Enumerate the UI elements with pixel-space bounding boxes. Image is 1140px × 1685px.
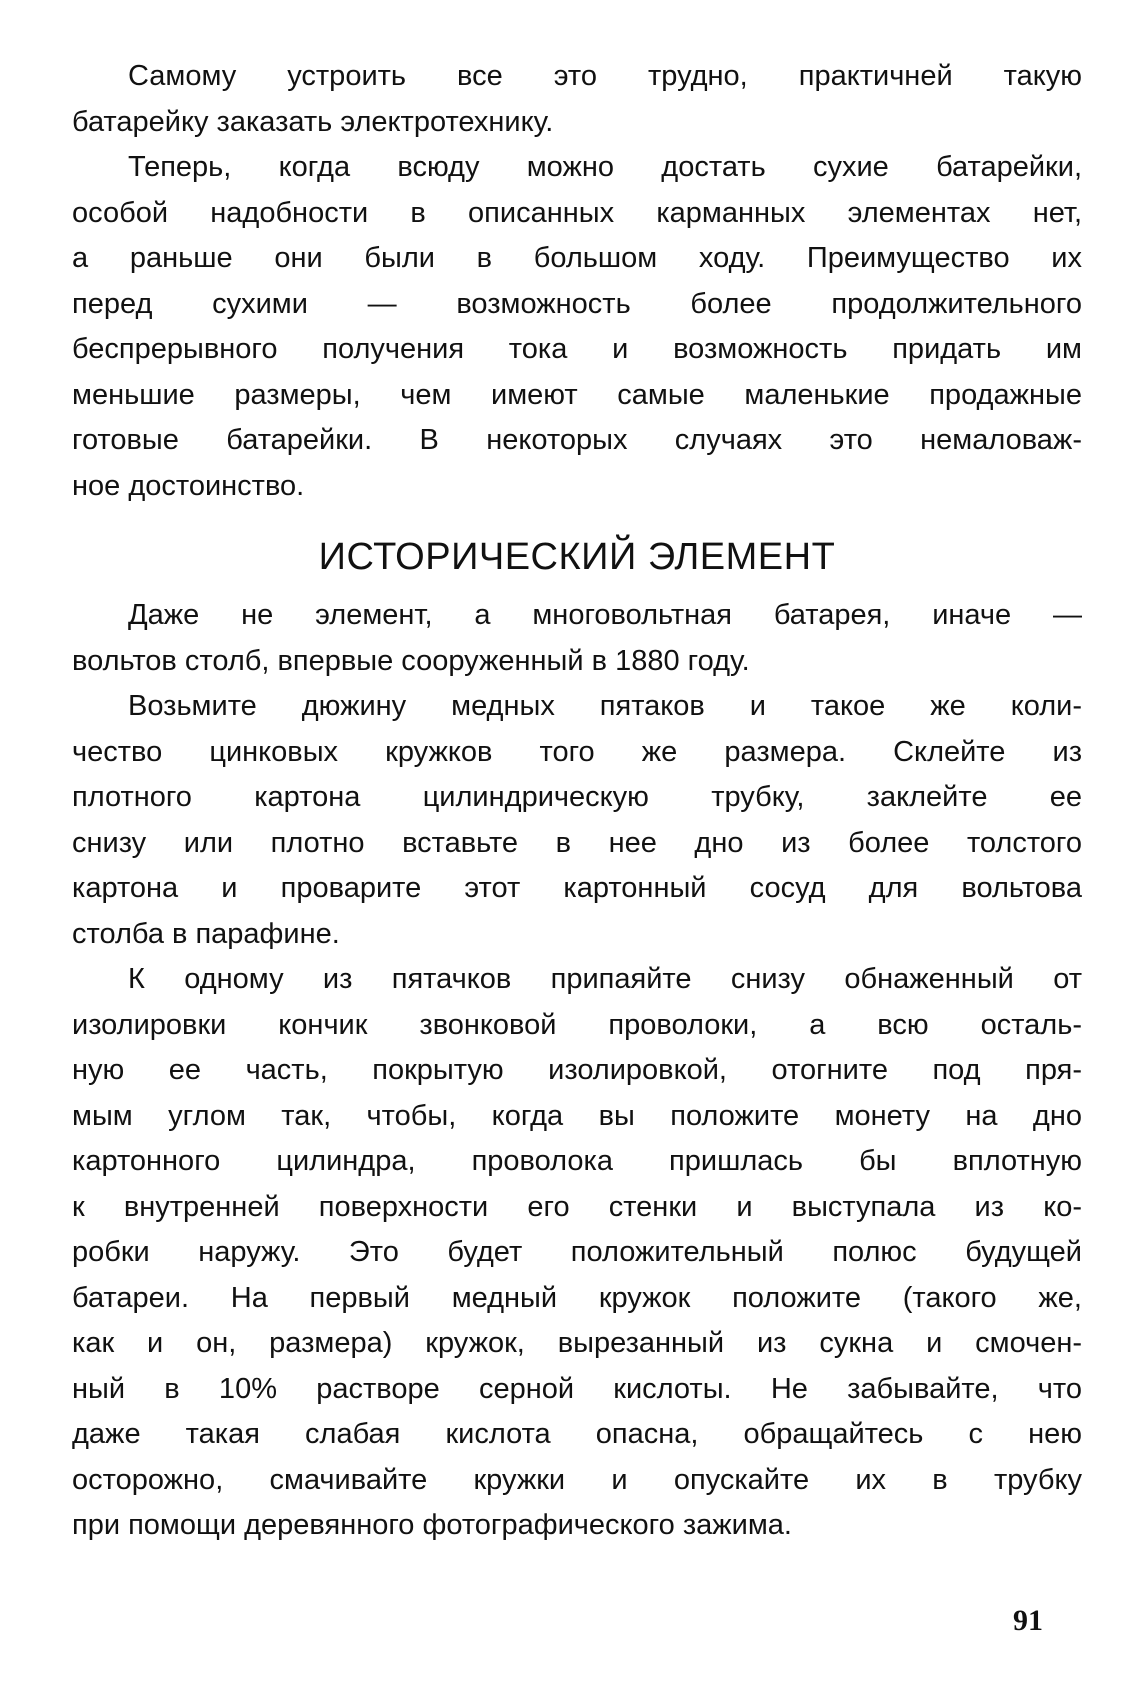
text-line: меньшие размеры, чем имеют самые маленькие продажные: [72, 378, 1082, 411]
text-line: К одному из пятачков припаяйте снизу обнаженный от: [128, 963, 1082, 995]
text-line: батареи. На первый медный кружок положите (такого же,: [72, 1281, 1082, 1314]
text-line: чество цинковых кружков того же размера. Склейте из: [72, 735, 1082, 768]
text-line: как и он, размера) кружок, вырезанный из сукна и смочен-: [72, 1327, 1082, 1359]
paragraph-materials: [72, 684, 1082, 957]
paragraph-assembly: [72, 957, 1082, 1549]
text-line: беспрерывного получения тока и возможность придать им: [72, 333, 1082, 365]
text-line: Даже не элемент, а многовольтная батарея, иначе —: [128, 599, 1082, 631]
text-line: перед сухими — возможность более продолжительного: [72, 287, 1082, 320]
text-line: ную ее часть, покрытую изолировкой, отогните под пря-: [72, 1054, 1082, 1086]
text-line: столба в парафине.: [72, 917, 340, 950]
paragraph-voltaic-pile: [72, 593, 1082, 684]
page-number: 91: [1013, 1604, 1043, 1637]
paragraph-dry-batteries: [72, 145, 1082, 509]
text-line: изолировки кончик звонковой проволоки, а всю осталь-: [72, 1008, 1082, 1041]
text-line: при помощи деревянного фотографического зажима.: [72, 1509, 792, 1541]
text-line: вольтов столб, впервые сооруженный в 1880 году.: [72, 644, 750, 677]
text-line: Возьмите дюжину медных пятаков и такое же коли-: [128, 690, 1082, 722]
section-heading: ИСТОРИЧЕСКИЙ ЭЛЕМЕНТ: [318, 536, 836, 578]
text-line: картонного цилиндра, проволока пришлась бы вплотную: [72, 1145, 1082, 1177]
text-line: картона и проварите этот картонный сосуд для вольтова: [72, 872, 1082, 904]
text-line: ное достоинство.: [72, 469, 305, 502]
text-line: особой надобности в описанных карманных элементах нет,: [72, 196, 1082, 229]
text-line: плотного картона цилиндрическую трубку, заклейте ее: [72, 781, 1082, 813]
text-line: готовые батарейки. В некоторых случаях это немаловаж-: [72, 424, 1082, 456]
text-line: снизу или плотно вставьте в нее дно из более толстого: [72, 826, 1082, 859]
text-line: мым углом так, чтобы, когда вы положите монету на дно: [72, 1099, 1082, 1132]
text-line: осторожно, смачивайте кружки и опускайте их в трубку: [72, 1463, 1082, 1496]
text-line: Самому устроить все это трудно, практичней такую: [128, 60, 1082, 92]
paragraph-intro: [72, 54, 1082, 145]
page-body: [72, 54, 1082, 1549]
text-line: ный в 10% растворе серной кислоты. Не забывайте, что: [72, 1372, 1082, 1405]
text-line: батарейку заказать электротехнику.: [72, 105, 554, 138]
text-line: а раньше они были в большом ходу. Преимущество их: [72, 242, 1082, 274]
text-line: к внутренней поверхности его стенки и выступала из ко-: [72, 1190, 1082, 1223]
text-line: Теперь, когда всюду можно достать сухие батарейки,: [128, 151, 1082, 183]
text-line: даже такая слабая кислота опасна, обращайтесь с нею: [72, 1418, 1082, 1450]
text-line: робки наружу. Это будет положительный полюс будущей: [72, 1236, 1082, 1268]
